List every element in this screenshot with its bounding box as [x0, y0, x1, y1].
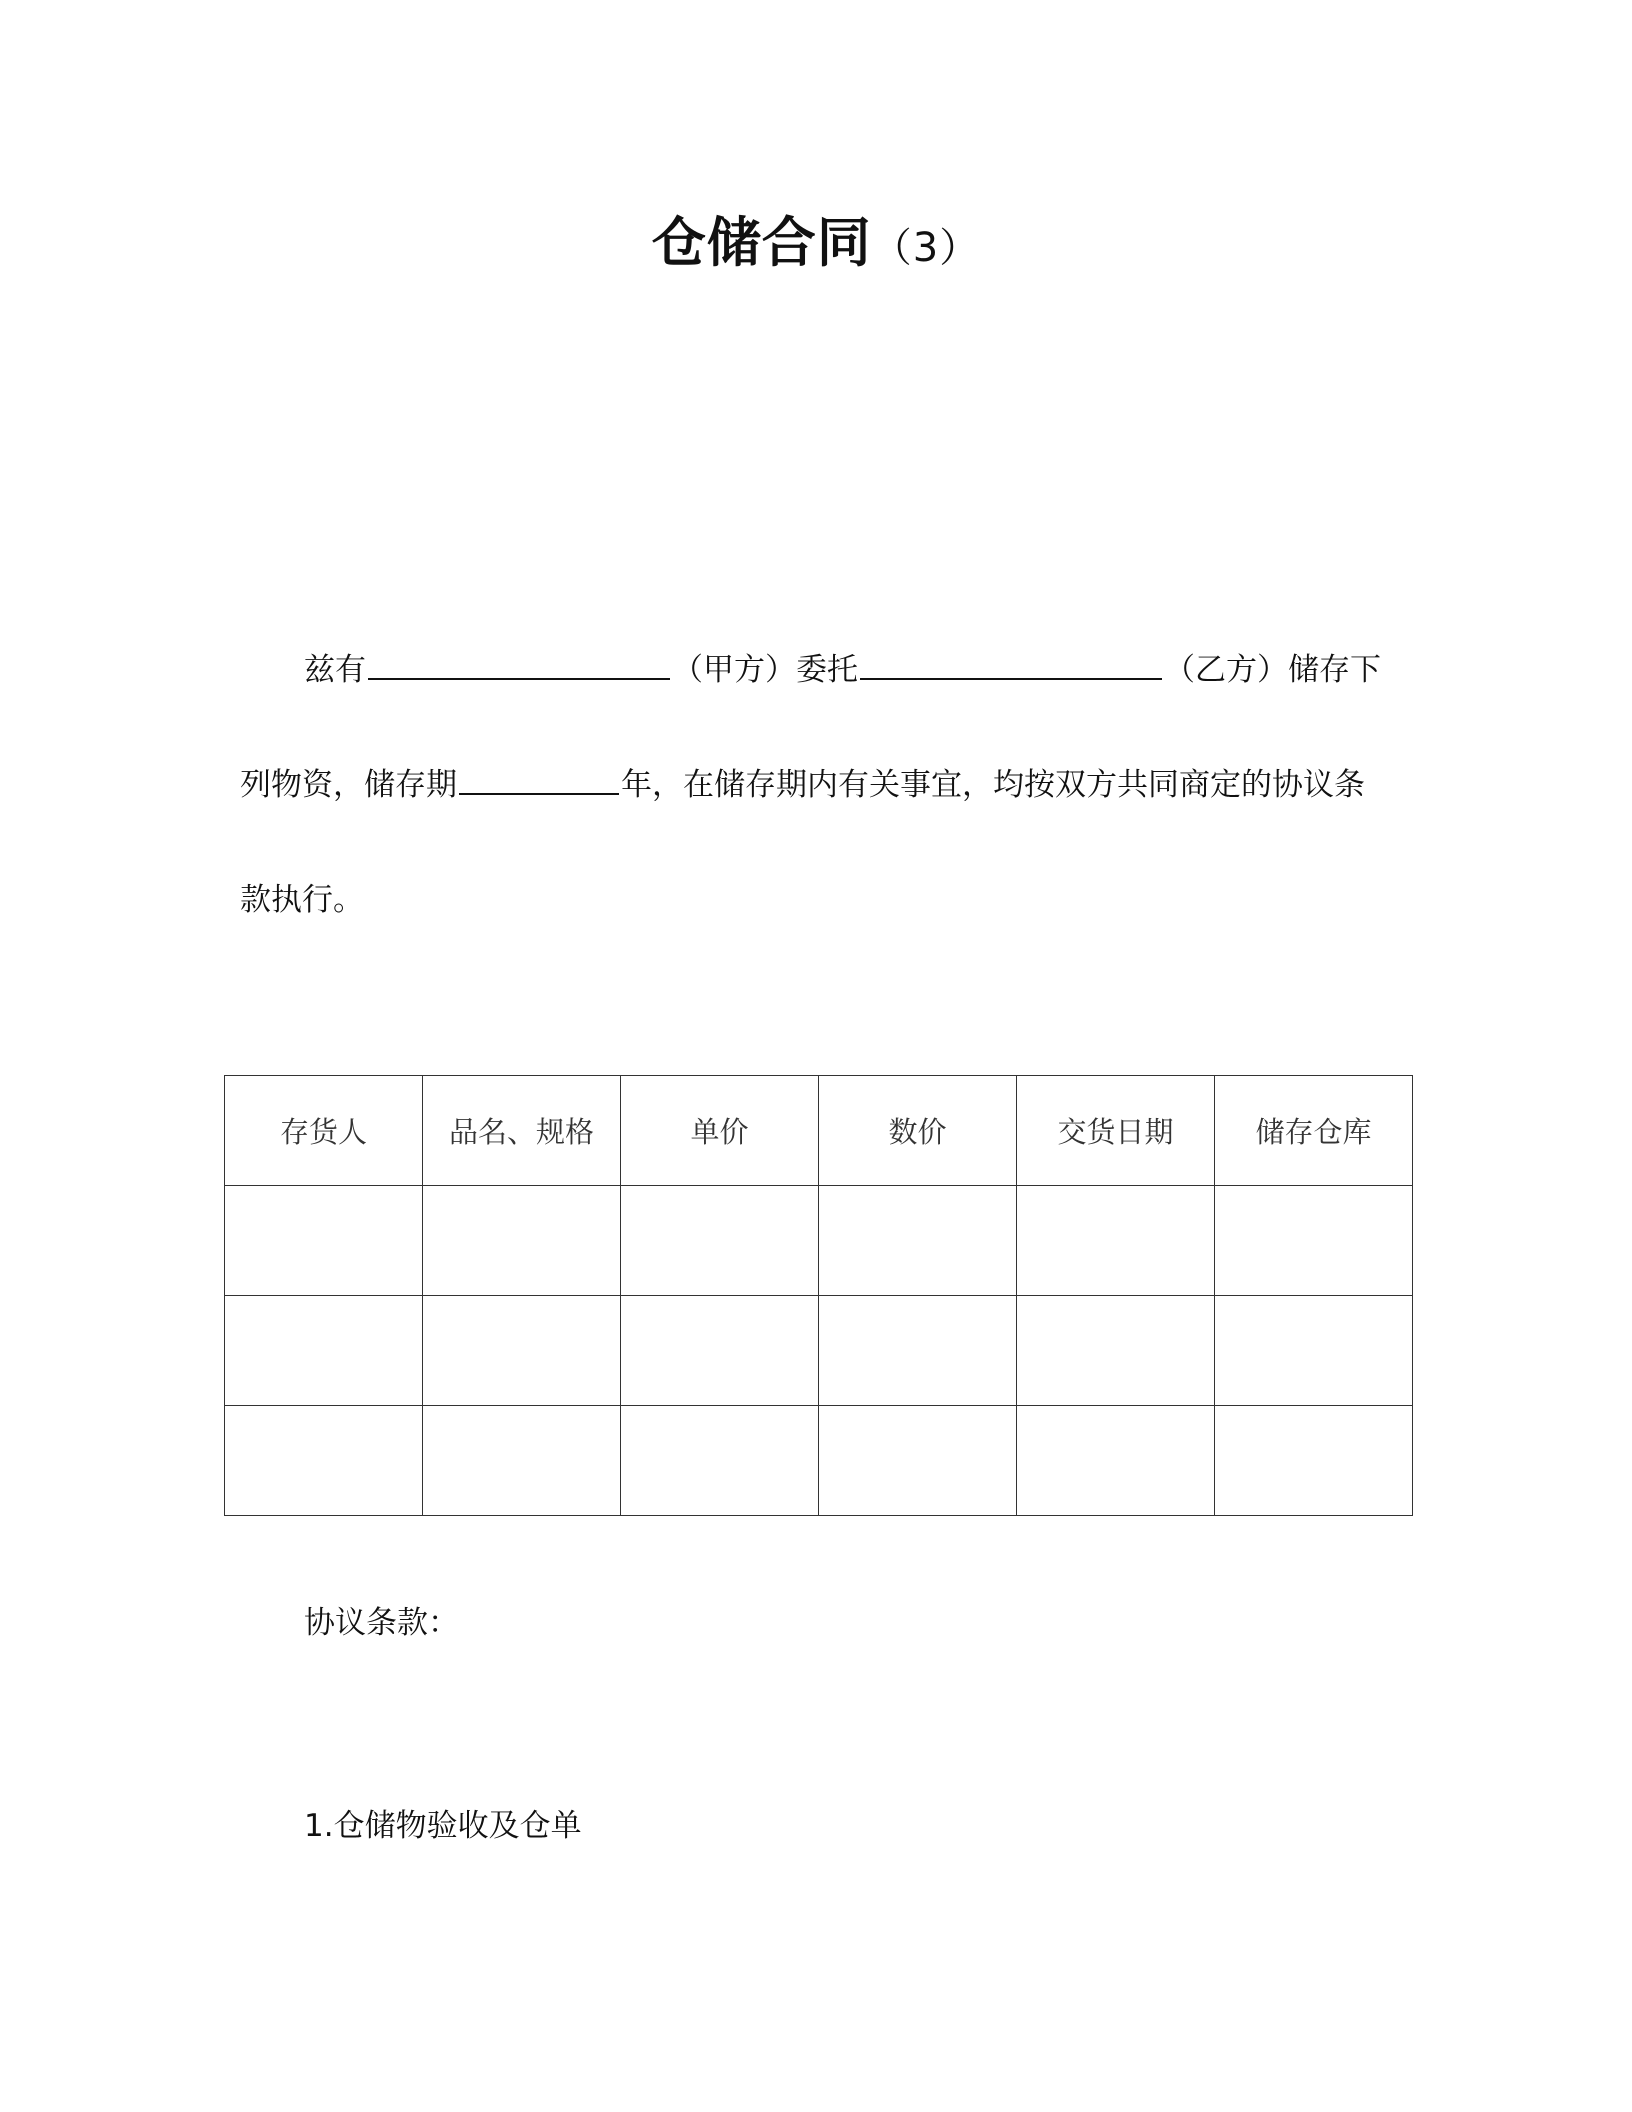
intro-line-3: [240, 878, 1390, 922]
party-a-blank[interactable]: [368, 648, 670, 680]
table-cell[interactable]: [621, 1406, 819, 1516]
title-suffix: （3）: [871, 225, 981, 271]
intro-line-1: [304, 648, 1454, 692]
intro-text: 款执行。: [240, 882, 364, 918]
table-cell[interactable]: [423, 1186, 621, 1296]
header-name-spec: 品名、规格: [423, 1076, 621, 1186]
section-1-heading: 1.仓储物验收及仓单: [304, 1808, 582, 1844]
table-cell[interactable]: [423, 1406, 621, 1516]
intro-text: 兹有: [304, 652, 366, 688]
header-warehouse: 储存仓库: [1215, 1076, 1413, 1186]
table-row: [225, 1406, 1413, 1516]
table-cell[interactable]: [1017, 1296, 1215, 1406]
header-depositor: 存货人: [225, 1076, 423, 1186]
header-unit-price: 单价: [621, 1076, 819, 1186]
intro-text: （甲方）委托: [672, 652, 858, 688]
clause-heading: 协议条款：: [304, 1605, 459, 1641]
table-cell[interactable]: [225, 1296, 423, 1406]
header-delivery-date: 交货日期: [1017, 1076, 1215, 1186]
party-b-blank[interactable]: [860, 648, 1162, 680]
table-cell[interactable]: [1215, 1296, 1413, 1406]
table-cell[interactable]: [621, 1186, 819, 1296]
goods-table: [224, 1075, 1413, 1516]
table-cell[interactable]: [423, 1296, 621, 1406]
table-cell[interactable]: [819, 1406, 1017, 1516]
header-quantity-price: 数价: [819, 1076, 1017, 1186]
table-cell[interactable]: [621, 1296, 819, 1406]
table-row: [225, 1186, 1413, 1296]
title-text: 仓储合同: [651, 211, 872, 274]
table-cell[interactable]: [225, 1186, 423, 1296]
document-title: [0, 200, 1632, 277]
storage-years-blank[interactable]: [459, 763, 619, 795]
intro-text: （乙方）储存下: [1164, 652, 1381, 688]
table-cell[interactable]: [819, 1186, 1017, 1296]
table-cell[interactable]: [225, 1406, 423, 1516]
table-row: [225, 1296, 1413, 1406]
intro-text: 年，在储存期内有关事宜，均按双方共同商定的协议条: [621, 767, 1365, 803]
table-header-row: [225, 1076, 1413, 1186]
table-cell[interactable]: [1017, 1186, 1215, 1296]
table-cell[interactable]: [1215, 1186, 1413, 1296]
intro-text: 列物资，储存期: [240, 767, 457, 803]
table-cell[interactable]: [1215, 1406, 1413, 1516]
intro-line-2: [240, 763, 1390, 807]
table-cell[interactable]: [1017, 1406, 1215, 1516]
table-cell[interactable]: [819, 1296, 1017, 1406]
